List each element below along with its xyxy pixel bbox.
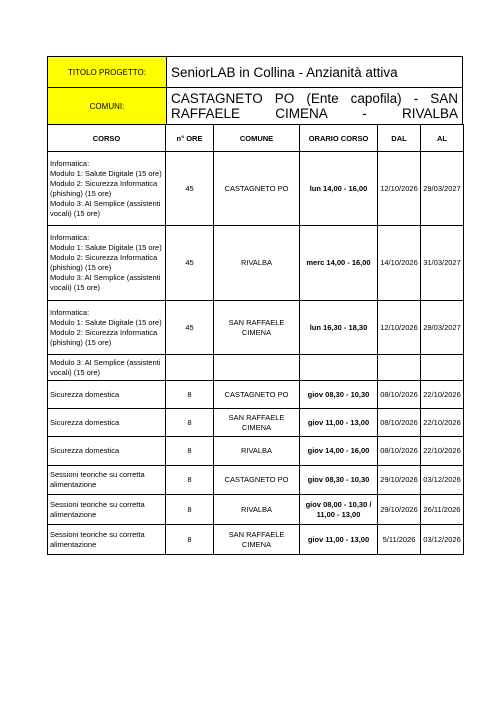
corso-line: Modulo 1: Salute Digitale (15 ore): [50, 243, 162, 252]
cell-comune: SAN RAFFAELE CIMENA: [214, 525, 300, 555]
corso-line: Sessioni teoriche su corretta alimentazione: [50, 470, 145, 489]
cell-dal: 29/10/2026: [378, 495, 421, 525]
cell-orario: lun 14,00 - 16,00: [300, 152, 378, 226]
cell-al: 31/03/2027: [421, 226, 464, 301]
col-header-comune: COMUNE: [214, 125, 300, 152]
cell-comune: RIVALBA: [214, 226, 300, 301]
cell-dal: 5/11/2026: [378, 525, 421, 555]
cell-ore: 8: [166, 409, 214, 437]
cell-orario: merc 14,00 - 16,00: [300, 226, 378, 301]
cell-corso: [48, 437, 166, 466]
cell-orario: giov 08,00 - 10,30 / 11,00 - 13,00: [300, 495, 378, 525]
table-row: [48, 495, 464, 525]
cell-comune: [214, 355, 300, 381]
cell-al: 22/10/2026: [421, 381, 464, 409]
cell-al: 26/11/2026: [421, 495, 464, 525]
cell-al: 22/10/2026: [421, 437, 464, 466]
cell-ore: 8: [166, 381, 214, 409]
cell-comune: CASTAGNETO PO: [214, 381, 300, 409]
cell-corso: [48, 495, 166, 525]
cell-corso: [48, 301, 166, 355]
corso-line: Informatica:: [50, 233, 90, 242]
comuni-value: CASTAGNETO PO (Ente capofila) - SAN RAFFAELE CIMENA - RIVALBA: [167, 88, 463, 125]
corso-line: Modulo 3: AI Semplice (assistenti vocali) (15 ore): [50, 198, 161, 218]
cell-orario: giov 08,30 - 10,30: [300, 466, 378, 495]
col-header-dal: DAL: [378, 125, 421, 152]
cell-ore: 8: [166, 466, 214, 495]
table-row: [48, 381, 464, 409]
col-header-corso: CORSO: [48, 125, 166, 152]
cell-dal: 12/10/2026: [378, 152, 421, 226]
corso-line: Modulo 3: AI Semplice (assistenti vocali) (15 ore): [50, 357, 161, 377]
cell-al: 03/12/2026: [421, 466, 464, 495]
col-header-orario: ORARIO CORSO: [300, 125, 378, 152]
corso-line: Modulo 1: Salute Digitale (15 ore): [50, 317, 162, 327]
cell-comune: SAN RAFFAELE CIMENA: [214, 301, 300, 355]
cell-dal: 08/10/2026: [378, 381, 421, 409]
cell-al: 29/03/2027: [421, 152, 464, 226]
table-row: [48, 355, 464, 381]
corso-line: Modulo 3: AI Semplice (assistenti vocali) (15 ore): [50, 273, 161, 292]
title-row: [48, 57, 463, 88]
cell-al: 22/10/2026: [421, 409, 464, 437]
cell-corso: [48, 226, 166, 301]
cell-comune: CASTAGNETO PO: [214, 466, 300, 495]
table-row: [48, 409, 464, 437]
corso-line: Sicurezza domestica: [50, 389, 120, 399]
corso-line: Informatica:: [50, 307, 90, 317]
corso-line: Modulo 2: Sicurezza Informatica (phishing) (15 ore): [50, 253, 158, 272]
cell-ore: 8: [166, 437, 214, 466]
cell-comune: CASTAGNETO PO: [214, 152, 300, 226]
cell-dal: 08/10/2026: [378, 409, 421, 437]
cell-al: 03/12/2026: [421, 525, 464, 555]
cell-dal: 14/10/2026: [378, 226, 421, 301]
course-schedule-table: [47, 124, 464, 555]
cell-orario: lun 16,30 - 18,30: [300, 301, 378, 355]
cell-dal: 29/10/2026: [378, 466, 421, 495]
cell-corso: [48, 381, 166, 409]
corso-line: Modulo 2: Sicurezza Informatica (phishing) (15 ore): [50, 178, 158, 198]
cell-comune: RIVALBA: [214, 437, 300, 466]
corso-line: Modulo 2: Sicurezza Informatica (phishing) (15 ore): [50, 327, 158, 347]
cell-orario: [300, 355, 378, 381]
cell-orario: giov 08,30 - 10,30: [300, 381, 378, 409]
cell-ore: 8: [166, 495, 214, 525]
corso-line: Modulo 1: Salute Digitale (15 ore): [50, 168, 162, 178]
cell-ore: 8: [166, 525, 214, 555]
cell-al: 29/03/2027: [421, 301, 464, 355]
table-row: [48, 437, 464, 466]
col-header-al: AL: [421, 125, 464, 152]
cell-ore: 45: [166, 226, 214, 301]
cell-ore: 45: [166, 301, 214, 355]
table-row: [48, 226, 464, 301]
cell-dal: 08/10/2026: [378, 437, 421, 466]
project-title: SeniorLAB in Collina - Anzianità attiva: [167, 57, 463, 88]
cell-al: [421, 355, 464, 381]
comuni-row: [48, 88, 463, 125]
corso-line: Sessioni teoriche su corretta alimentazione: [50, 499, 145, 519]
cell-corso: [48, 409, 166, 437]
cell-comune: SAN RAFFAELE CIMENA: [214, 409, 300, 437]
cell-comune: RIVALBA: [214, 495, 300, 525]
cell-corso: [48, 152, 166, 226]
title-label: TITOLO PROGETTO:: [48, 57, 167, 88]
comuni-label: COMUNI:: [48, 88, 167, 125]
table-row: [48, 301, 464, 355]
table-row: [48, 466, 464, 495]
cell-orario: giov 11,00 - 13,00: [300, 409, 378, 437]
corso-line: Sicurezza domestica: [50, 446, 120, 455]
corso-line: Informatica:: [50, 158, 90, 168]
corso-line: Sessioni teoriche su corretta alimentazione: [50, 529, 145, 549]
cell-orario: giov 11,00 - 13,00: [300, 525, 378, 555]
table-header-row: [48, 125, 464, 152]
cell-orario: giov 14,00 - 16,00: [300, 437, 378, 466]
cell-corso: [48, 355, 166, 381]
cell-corso: [48, 466, 166, 495]
project-header-table: [47, 56, 463, 125]
table-row: [48, 525, 464, 555]
table-row: [48, 152, 464, 226]
cell-corso: [48, 525, 166, 555]
corso-line: Sicurezza domestica: [50, 417, 120, 427]
cell-dal: [378, 355, 421, 381]
cell-ore: 45: [166, 152, 214, 226]
cell-dal: 12/10/2026: [378, 301, 421, 355]
col-header-ore: n° ORE: [166, 125, 214, 152]
cell-ore: [166, 355, 214, 381]
